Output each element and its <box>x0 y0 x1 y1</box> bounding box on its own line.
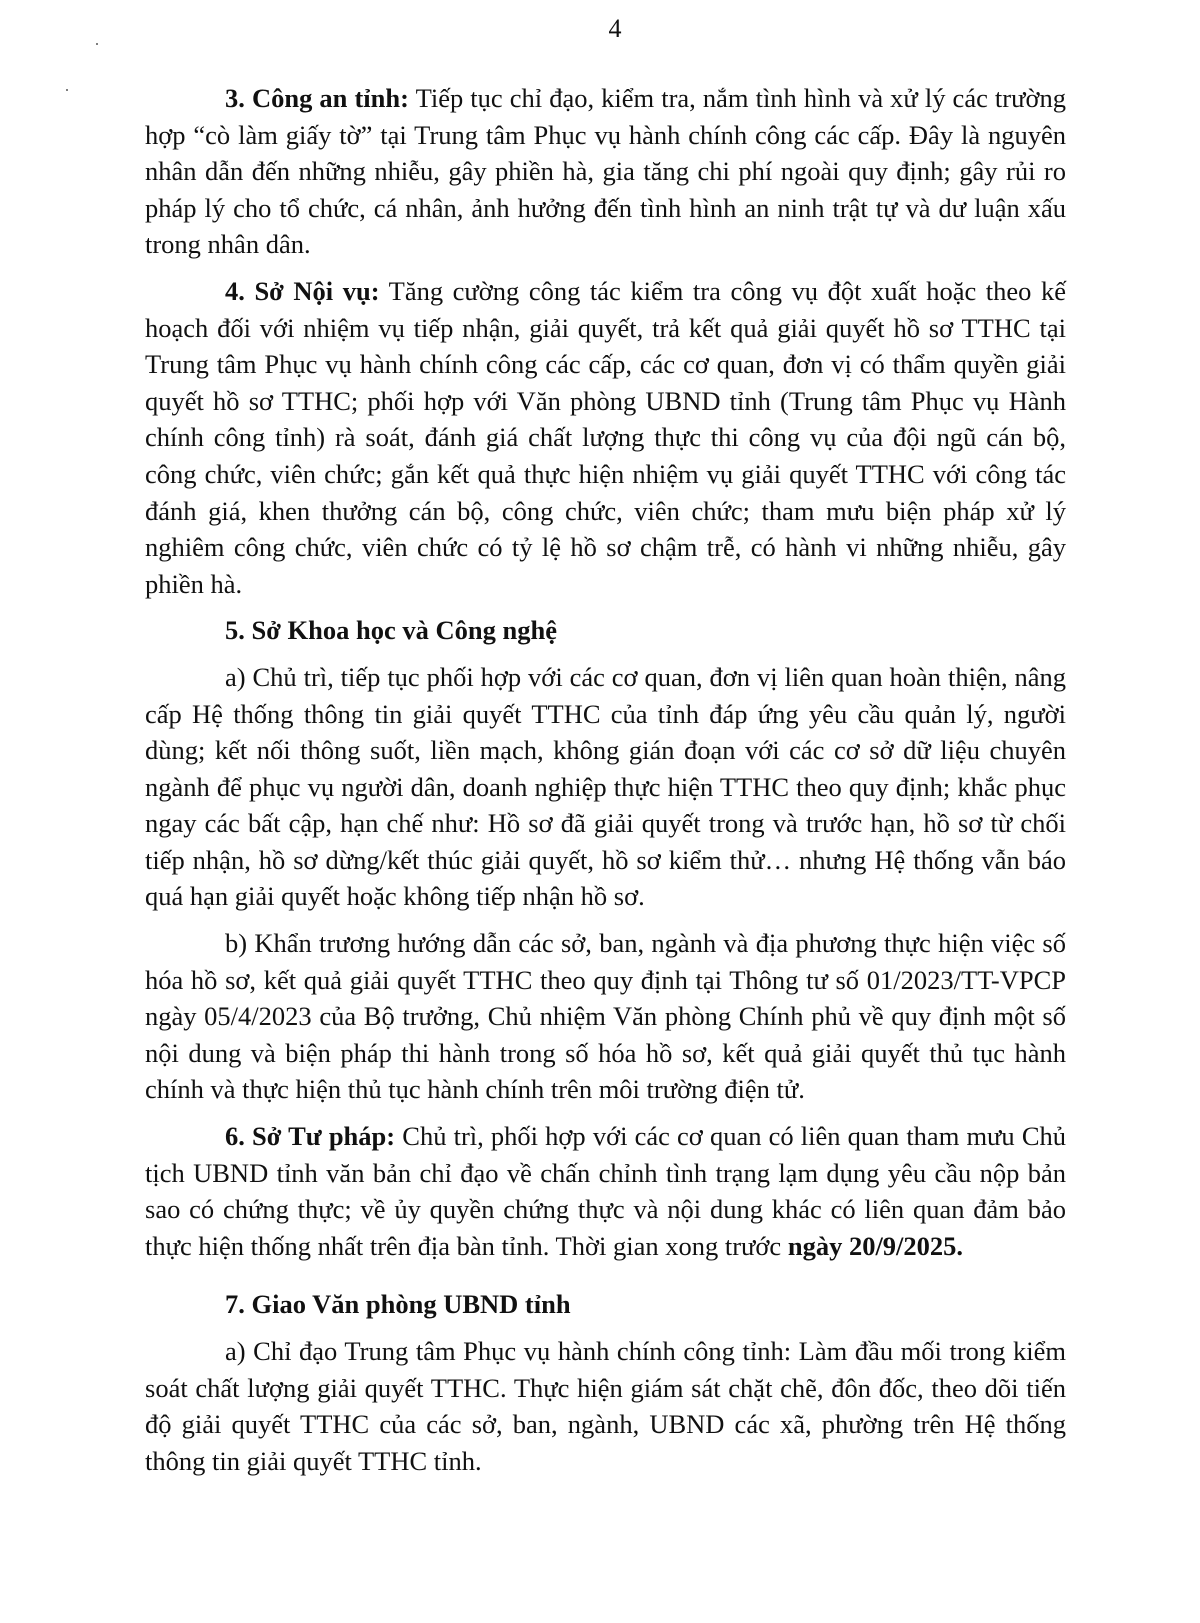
section-6-deadline: ngày 20/9/2025. <box>787 1230 964 1261</box>
section-4-label: 4. Sở Nội vụ: <box>225 275 380 306</box>
section-7-heading: 7. Giao Văn phòng UBND tỉnh <box>225 1289 571 1320</box>
page-number: 4 <box>608 14 622 43</box>
section-4-paragraph <box>145 273 1066 602</box>
section-4-text: Tăng cường công tác kiểm tra công vụ đột xuất hoặc theo kế hoạch đối với nhiệm vụ tiếp nhận, giải quyết, trả kết quả giải quyết hồ sơ TTHC tại Trung tâm Phục vụ hành chính công các cấp, các cơ quan, đơn vị có thẩm quyền giải quyết hồ sơ TTHC; phối hợp với Văn phòng UBND tỉnh (Trung tâm Phục vụ Hành chính công tỉnh) rà soát, đánh giá chất lượng thực thi công vụ của đội ngũ cán bộ, công chức, viên chức; gắn kết quả thực hiện nhiệm vụ giải quyết TTHC với công tác đánh giá, khen thưởng cán bộ, công chức, viên chức; tham mưu biện pháp xử lý nghiêm công chức, viên chức có tỷ lệ hồ sơ chậm trễ, có hành vi những nhiễu, gây phiền hà. <box>145 275 1066 599</box>
section-6-text: Chủ trì, phối hợp với các cơ quan có liên quan tham mưu Chủ tịch UBND tỉnh văn bản chỉ đạo về chấn chỉnh tình trạng lạm dụng yêu cầu nộp bản sao có chứng thực; về ủy quyền chứng thực và nội dung khác có liên quan đảm bảo thực hiện thống nhất trên địa bàn tỉnh. Thời gian xong trước <box>145 1121 1066 1261</box>
section-3-label: 3. Công an tỉnh: <box>225 83 409 113</box>
section-3-paragraph <box>145 80 1066 263</box>
section-3-text: Tiếp tục chỉ đạo, kiểm tra, nắm tình hình và xử lý các trường hợp “cò làm giấy tờ” tại Trung tâm Phục vụ hành chính công các cấp. Đây là nguyên nhân dẫn đến những nhiễu, gây phiền hà, gia tăng chi phí ngoài quy định; gây rủi ro pháp lý cho tổ chức, cá nhân, ảnh hưởng đến tình hình an ninh trật tự và dư luận xấu trong nhân dân. <box>145 83 1066 260</box>
scan-speck <box>66 89 68 91</box>
section-7a-paragraph: a) Chỉ đạo Trung tâm Phục vụ hành chính công tỉnh: Làm đầu mối trong kiểm soát chất lượng giải quyết TTHC. Thực hiện giám sát chặt chẽ, đôn đốc, theo dõi tiến độ giải quyết TTHC của các sở, ban, ngành, UBND các xã, phường trên Hệ thống thông tin giải quyết TTHC tỉnh. <box>145 1336 1066 1476</box>
document-body <box>145 80 1066 1489</box>
scan-speck <box>96 43 98 45</box>
section-5a-paragraph: a) Chủ trì, tiếp tục phối hợp với các cơ quan, đơn vị liên quan hoàn thiện, nâng cấp Hệ thống thông tin giải quyết TTHC của tỉnh đáp ứng yêu cầu quản lý, người dùng; kết nối thông suốt, liền mạch, không gián đoạn với các cơ sở dữ liệu chuyên ngành để phục vụ người dân, doanh nghiệp thực hiện TTHC theo quy định; khắc phục ngay các bất cập, hạn chế như: Hồ sơ đã giải quyết trong và trước hạn, hồ sơ từ chối tiếp nhận, hồ sơ dừng/kết thúc giải quyết, hồ sơ kiểm thử… nhưng Hệ thống vẫn báo quá hạn giải quyết hoặc không tiếp nhận hồ sơ. <box>145 661 1066 912</box>
section-5b-paragraph: b) Khẩn trương hướng dẫn các sở, ban, ngành và địa phương thực hiện việc số hóa hồ sơ, kết quả giải quyết TTHC theo quy định tại Thông tư số 01/2023/TT-VPCP ngày 05/4/2023 của Bộ trưởng, Chủ nhiệm Văn phòng Chính phủ về quy định một số nội dung và biện pháp thi hành trong số hóa hồ sơ, kết quả giải quyết thủ tục hành chính và thực hiện thủ tục hành chính trên môi trường điện tử. <box>145 928 1066 1105</box>
section-6-paragraph <box>145 1118 1066 1264</box>
section-6-label: 6. Sở Tư pháp: <box>225 1121 396 1152</box>
section-5-heading: 5. Sở Khoa học và Công nghệ <box>225 615 558 646</box>
